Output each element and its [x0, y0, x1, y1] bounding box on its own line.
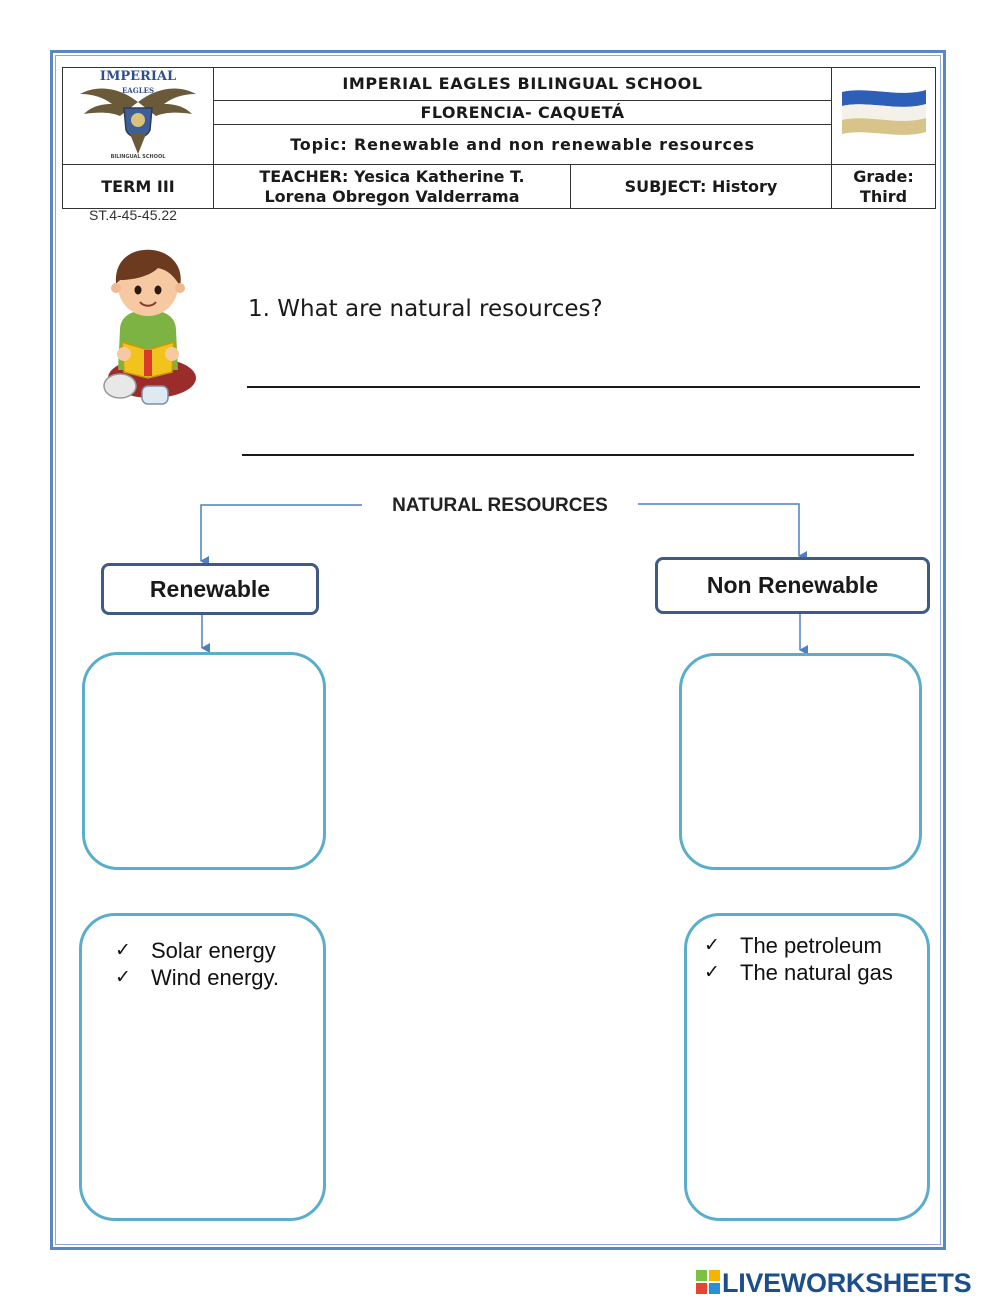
- svg-text:IMPERIAL: IMPERIAL: [99, 69, 177, 84]
- question-1: 1. What are natural resources?: [248, 296, 603, 322]
- non-renewable-drop-zone[interactable]: [679, 653, 922, 870]
- grade-label: Grade:: [853, 166, 914, 186]
- teacher-line-2: Lorena Obregon Valderrama: [264, 186, 520, 206]
- subject-label: SUBJECT: History: [571, 165, 832, 209]
- renewable-drop-zone[interactable]: [82, 652, 326, 870]
- renewable-category-box: [101, 563, 319, 615]
- arrow-to-non-renewable: [638, 504, 799, 556]
- renewable-label: Renewable: [149, 575, 271, 602]
- renewable-items-list: [115, 937, 279, 991]
- svg-text:BILINGUAL SCHOOL: BILINGUAL SCHOOL: [110, 154, 166, 160]
- teacher-line-1: TEACHER: Yesica Katherine T.: [259, 166, 525, 186]
- list-item[interactable]: [704, 959, 893, 986]
- worksheet-topic: Topic: Renewable and non renewable resources: [214, 124, 832, 164]
- check-icon: ✓: [115, 939, 131, 961]
- check-icon: ✓: [704, 961, 720, 983]
- school-name: IMPERIAL EAGLES BILINGUAL SCHOOL: [214, 68, 832, 101]
- item-wind-energy: Wind energy.: [151, 965, 279, 990]
- item-natural-gas: The natural gas: [740, 960, 893, 985]
- item-petroleum: The petroleum: [740, 933, 882, 958]
- non-renewable-items-list: [704, 932, 893, 986]
- svg-text:EAGLES: EAGLES: [121, 86, 155, 95]
- check-icon: ✓: [704, 934, 720, 956]
- standard-code: ST.4-45-45.22: [89, 207, 177, 223]
- school-location: FLORENCIA- CAQUETÁ: [214, 100, 832, 124]
- list-item[interactable]: [115, 964, 279, 991]
- list-item[interactable]: [115, 937, 279, 964]
- non-renewable-label: Non Renewable: [706, 572, 879, 598]
- item-solar-energy: Solar energy: [151, 938, 276, 963]
- grade-value: Third: [859, 186, 908, 206]
- term-label: TERM III: [63, 165, 214, 209]
- list-item[interactable]: [704, 932, 893, 959]
- liveworksheets-logo-icon: [696, 1270, 720, 1294]
- check-icon: ✓: [115, 966, 131, 988]
- non-renewable-category-box: [655, 557, 930, 614]
- liveworksheets-brand[interactable]: LIVEWORKSHEETS: [722, 1268, 972, 1298]
- natural-resources-title: NATURAL RESOURCES: [392, 495, 608, 516]
- arrow-to-renewable: [201, 505, 362, 561]
